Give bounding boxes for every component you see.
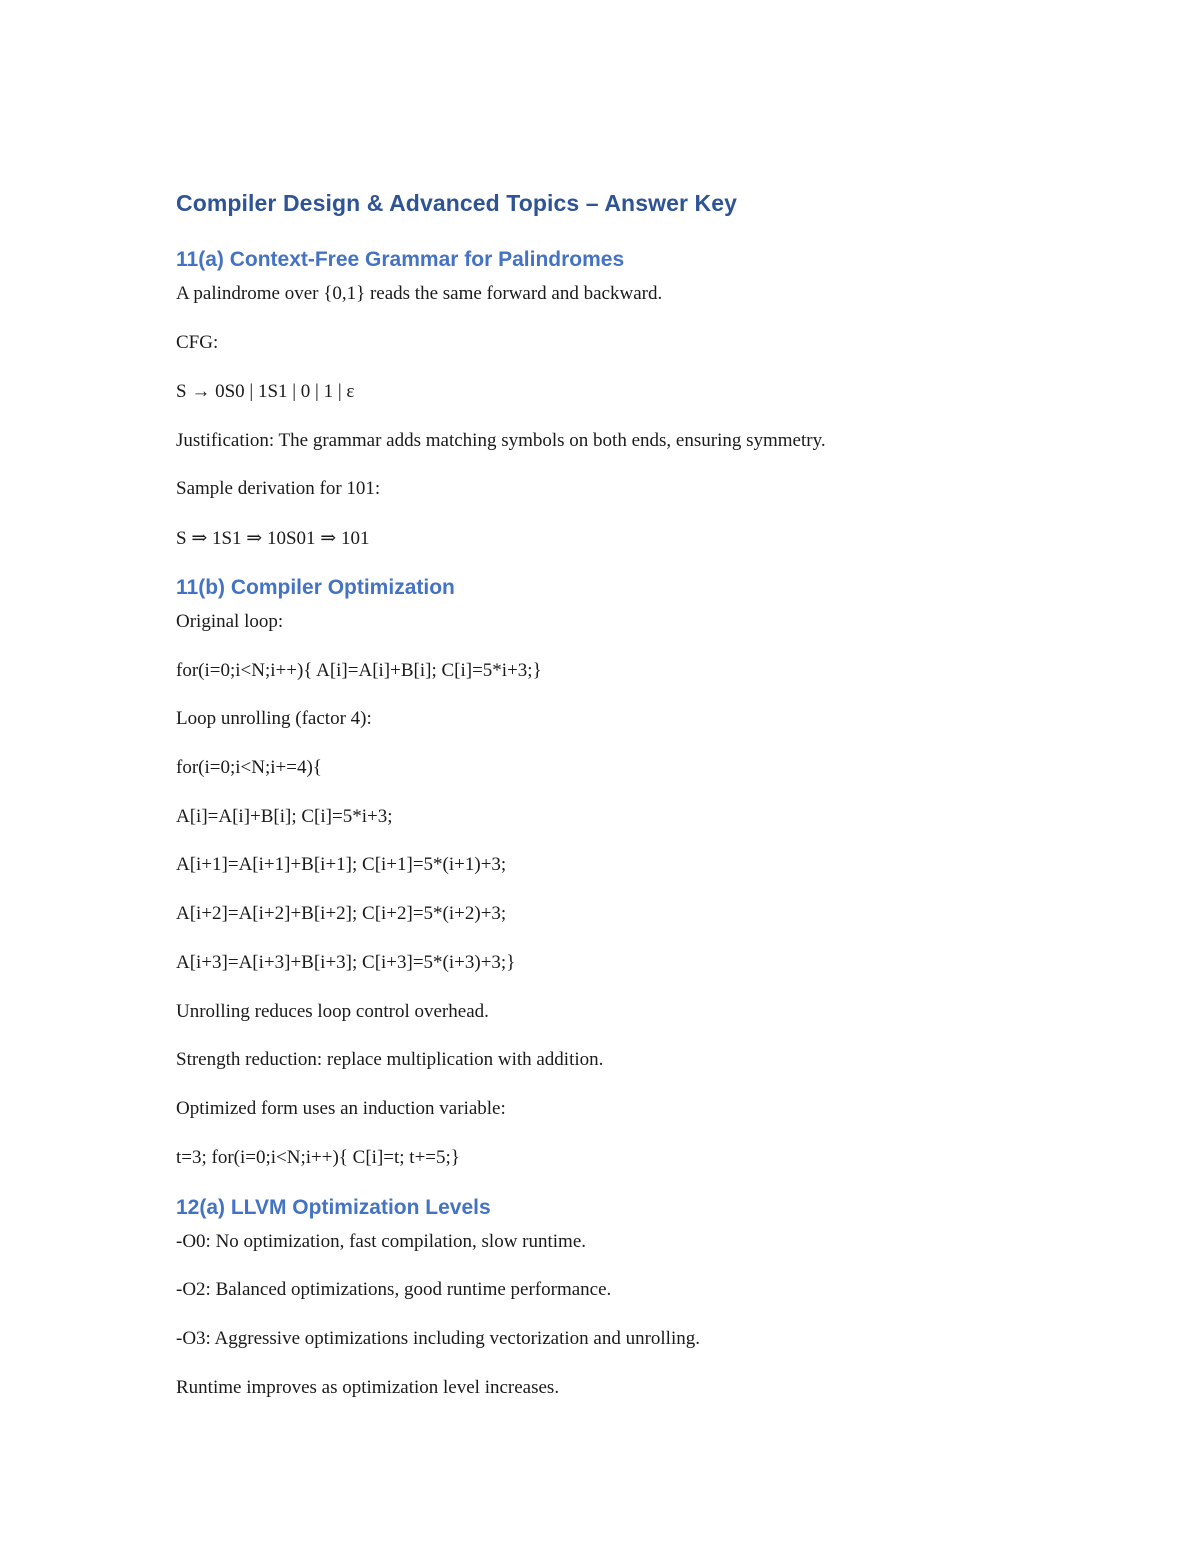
section-heading-11b: 11(b) Compiler Optimization — [176, 576, 455, 599]
paragraph: Loop unrolling (factor 4): — [176, 708, 372, 729]
code-line: for(i=0;i<N;i+=4){ — [176, 757, 322, 778]
paragraph: Unrolling reduces loop control overhead. — [176, 1001, 489, 1022]
paragraph: Optimized form uses an induction variable: — [176, 1098, 506, 1119]
paragraph: -O2: Balanced optimizations, good runtime performance. — [176, 1279, 612, 1300]
paragraph: -O3: Aggressive optimizations including vectorization and unrolling. — [176, 1328, 700, 1349]
paragraph: -O0: No optimization, fast compilation, slow runtime. — [176, 1231, 587, 1252]
paragraph: S → 0S0 | 1S1 | 0 | 1 | ε — [176, 381, 355, 402]
section-heading-12a: 12(a) LLVM Optimization Levels — [176, 1196, 491, 1219]
code-line: for(i=0;i<N;i++){ A[i]=A[i]+B[i]; C[i]=5*i+3;} — [176, 660, 542, 681]
section-heading-11a: 11(a) Context-Free Grammar for Palindromes — [176, 248, 625, 271]
paragraph: S ⇒ 1S1 ⇒ 10S01 ⇒ 101 — [176, 528, 370, 549]
document-title: Compiler Design & Advanced Topics – Answer Key — [176, 190, 738, 216]
paragraph: A palindrome over {0,1} reads the same forward and backward. — [176, 283, 663, 304]
paragraph: Runtime improves as optimization level increases. — [176, 1377, 560, 1398]
code-line: A[i]=A[i]+B[i]; C[i]=5*i+3; — [176, 806, 393, 827]
paragraph: Justification: The grammar adds matching symbols on both ends, ensuring symmetry. — [176, 430, 826, 451]
paragraph: Original loop: — [176, 611, 284, 632]
paragraph: Sample derivation for 101: — [176, 478, 381, 499]
code-line: A[i+1]=A[i+1]+B[i+1]; C[i+1]=5*(i+1)+3; — [176, 854, 507, 875]
code-line: t=3; for(i=0;i<N;i++){ C[i]=t; t+=5;} — [176, 1147, 460, 1168]
paragraph: Strength reduction: replace multiplication with addition. — [176, 1049, 604, 1070]
code-line: A[i+3]=A[i+3]+B[i+3]; C[i+3]=5*(i+3)+3;} — [176, 952, 516, 973]
code-line: A[i+2]=A[i+2]+B[i+2]; C[i+2]=5*(i+2)+3; — [176, 903, 507, 924]
paragraph: CFG: — [176, 332, 219, 353]
